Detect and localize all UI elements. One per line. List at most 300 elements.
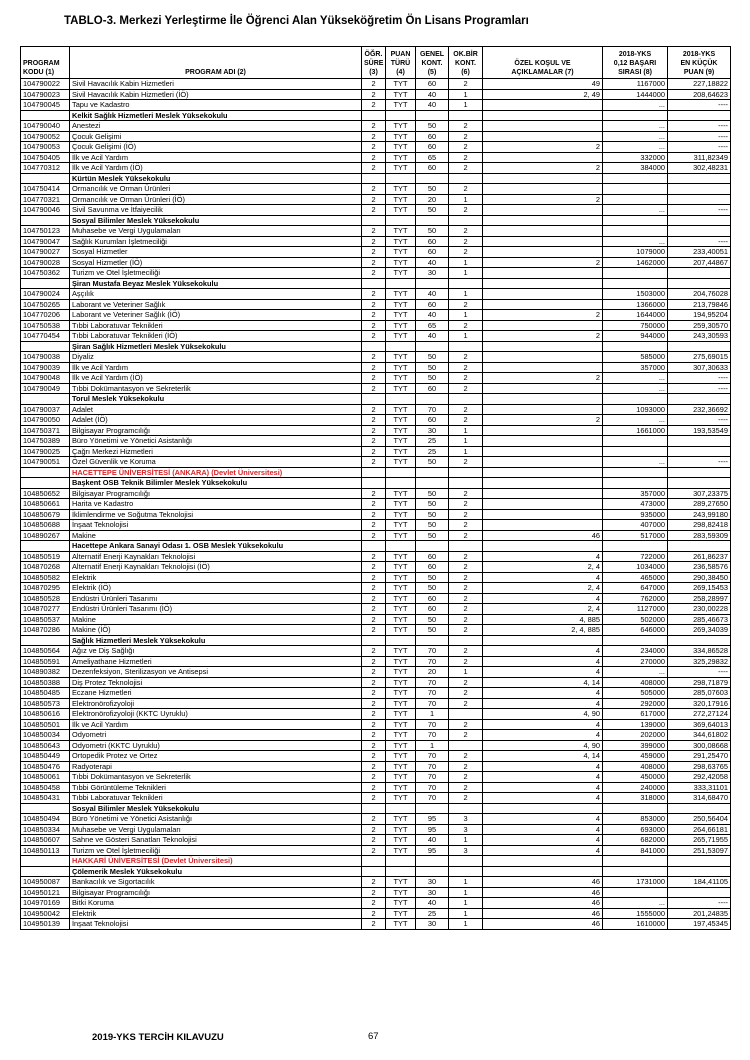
special-conditions-cell bbox=[483, 446, 603, 457]
special-conditions-cell bbox=[483, 362, 603, 373]
header-line: (3) bbox=[369, 69, 378, 76]
table-row bbox=[21, 845, 731, 856]
score-type-cell: TYT bbox=[386, 751, 416, 762]
top-student-quota-cell: 1 bbox=[449, 908, 483, 919]
program-name-cell: Elektronörofizyoloji (KKTC Uyruklu) bbox=[70, 709, 362, 720]
special-conditions-cell bbox=[483, 236, 603, 247]
duration-cell: 2 bbox=[362, 730, 386, 741]
special-conditions-cell: 4 bbox=[483, 656, 603, 667]
header-general-quota bbox=[416, 47, 449, 79]
special-conditions-cell: 2 bbox=[483, 257, 603, 268]
min-score-cell: 184,41105 bbox=[668, 877, 731, 888]
table-row bbox=[21, 688, 731, 699]
program-name-cell: Büro Yönetimi ve Yönetici Asistanlığı bbox=[70, 436, 362, 447]
top-student-quota-cell: 2 bbox=[449, 457, 483, 468]
empty-cell bbox=[386, 856, 416, 867]
score-type-cell: TYT bbox=[386, 520, 416, 531]
program-name-cell: İklimlendirme ve Soğutma Teknolojisi bbox=[70, 509, 362, 520]
special-conditions-cell: 4 bbox=[483, 845, 603, 856]
score-type-cell: TYT bbox=[386, 845, 416, 856]
empty-cell bbox=[449, 635, 483, 646]
min-score-cell: 269,34039 bbox=[668, 625, 731, 636]
empty-code-cell bbox=[21, 856, 70, 867]
min-score-cell: ---- bbox=[668, 383, 731, 394]
special-conditions-cell bbox=[483, 383, 603, 394]
success-rank-cell: 853000 bbox=[603, 814, 668, 825]
general-quota-cell: 40 bbox=[416, 310, 449, 321]
score-type-cell: TYT bbox=[386, 824, 416, 835]
program-code-cell: 104750538 bbox=[21, 320, 70, 331]
special-conditions-cell: 2 bbox=[483, 142, 603, 153]
empty-cell bbox=[386, 803, 416, 814]
empty-code-cell bbox=[21, 215, 70, 226]
top-student-quota-cell bbox=[449, 709, 483, 720]
empty-code-cell bbox=[21, 278, 70, 289]
min-score-cell: 251,53097 bbox=[668, 845, 731, 856]
special-conditions-cell bbox=[483, 226, 603, 237]
min-score-cell: 264,66181 bbox=[668, 824, 731, 835]
duration-cell: 2 bbox=[362, 782, 386, 793]
score-type-cell: TYT bbox=[386, 835, 416, 846]
score-type-cell: TYT bbox=[386, 373, 416, 384]
special-conditions-cell: 2 bbox=[483, 373, 603, 384]
empty-cell bbox=[668, 478, 731, 489]
table-row bbox=[21, 898, 731, 909]
program-code-cell: 104950042 bbox=[21, 908, 70, 919]
top-student-quota-cell: 2 bbox=[449, 646, 483, 657]
table-row bbox=[21, 299, 731, 310]
success-rank-cell: 944000 bbox=[603, 331, 668, 342]
empty-code-cell bbox=[21, 541, 70, 552]
special-conditions-cell bbox=[483, 184, 603, 195]
score-type-cell: TYT bbox=[386, 404, 416, 415]
program-code-cell: 104790024 bbox=[21, 289, 70, 300]
general-quota-cell: 65 bbox=[416, 152, 449, 163]
program-name-cell: Sivil Havacılık Kabin Hizmetleri bbox=[70, 79, 362, 90]
program-name-cell: Makine bbox=[70, 530, 362, 541]
success-rank-cell: 693000 bbox=[603, 824, 668, 835]
special-conditions-cell: 2, 49 bbox=[483, 89, 603, 100]
empty-cell bbox=[362, 215, 386, 226]
min-score-cell: ---- bbox=[668, 121, 731, 132]
success-rank-cell: ... bbox=[603, 131, 668, 142]
score-type-cell: TYT bbox=[386, 740, 416, 751]
special-conditions-cell bbox=[483, 509, 603, 520]
table-row bbox=[21, 79, 731, 90]
success-rank-cell: 1079000 bbox=[603, 247, 668, 258]
min-score-cell: 334,86528 bbox=[668, 646, 731, 657]
program-name-cell: Sahne ve Gösteri Sanatları Teknolojisi bbox=[70, 835, 362, 846]
success-rank-cell: ... bbox=[603, 898, 668, 909]
duration-cell: 2 bbox=[362, 415, 386, 426]
special-conditions-cell bbox=[483, 121, 603, 132]
general-quota-cell: 50 bbox=[416, 614, 449, 625]
page-number: 67 bbox=[368, 1031, 379, 1042]
program-code-cell: 104870295 bbox=[21, 583, 70, 594]
top-student-quota-cell bbox=[449, 740, 483, 751]
general-quota-cell: 70 bbox=[416, 656, 449, 667]
program-code-cell: 104850688 bbox=[21, 520, 70, 531]
min-score-cell: 227,18822 bbox=[668, 79, 731, 90]
top-student-quota-cell: 2 bbox=[449, 320, 483, 331]
table-row bbox=[21, 404, 731, 415]
program-code-cell: 104790040 bbox=[21, 121, 70, 132]
top-student-quota-cell: 1 bbox=[449, 667, 483, 678]
empty-code-cell bbox=[21, 341, 70, 352]
duration-cell: 2 bbox=[362, 194, 386, 205]
top-student-quota-cell: 1 bbox=[449, 310, 483, 321]
score-type-cell: TYT bbox=[386, 761, 416, 772]
empty-cell bbox=[362, 635, 386, 646]
table-row bbox=[21, 194, 731, 205]
empty-cell bbox=[416, 803, 449, 814]
program-code-cell: 104850582 bbox=[21, 572, 70, 583]
header-min-score bbox=[668, 47, 731, 79]
score-type-cell: TYT bbox=[386, 614, 416, 625]
general-quota-cell: 50 bbox=[416, 121, 449, 132]
table-row bbox=[21, 740, 731, 751]
success-rank-cell: 407000 bbox=[603, 520, 668, 531]
special-conditions-cell bbox=[483, 152, 603, 163]
general-quota-cell: 25 bbox=[416, 446, 449, 457]
min-score-cell: 261,86237 bbox=[668, 551, 731, 562]
empty-code-cell bbox=[21, 467, 70, 478]
success-rank-cell: 234000 bbox=[603, 646, 668, 657]
school-name: Hacettepe Ankara Sanayi Odası 1. OSB Meslek Yüksekokulu bbox=[70, 541, 362, 552]
general-quota-cell: 40 bbox=[416, 257, 449, 268]
empty-cell bbox=[416, 866, 449, 877]
general-quota-cell: 40 bbox=[416, 835, 449, 846]
score-type-cell: TYT bbox=[386, 89, 416, 100]
score-type-cell: TYT bbox=[386, 719, 416, 730]
top-student-quota-cell: 1 bbox=[449, 425, 483, 436]
duration-cell: 2 bbox=[362, 772, 386, 783]
program-name-cell: Elektronörofizyoloji bbox=[70, 698, 362, 709]
duration-cell: 2 bbox=[362, 289, 386, 300]
school-name: Çölemerik Meslek Yüksekokulu bbox=[70, 866, 362, 877]
program-code-cell: 104850388 bbox=[21, 677, 70, 688]
duration-cell: 2 bbox=[362, 845, 386, 856]
program-name-cell: Odyometri bbox=[70, 730, 362, 741]
success-rank-cell: 450000 bbox=[603, 772, 668, 783]
score-type-cell: TYT bbox=[386, 677, 416, 688]
top-student-quota-cell: 2 bbox=[449, 793, 483, 804]
score-type-cell: TYT bbox=[386, 121, 416, 132]
program-name-cell: İnşaat Teknolojisi bbox=[70, 919, 362, 930]
program-name-cell: Odyometri (KKTC Uyruklu) bbox=[70, 740, 362, 751]
duration-cell: 2 bbox=[362, 656, 386, 667]
top-student-quota-cell: 2 bbox=[449, 751, 483, 762]
table-row bbox=[21, 509, 731, 520]
general-quota-cell: 50 bbox=[416, 457, 449, 468]
empty-cell bbox=[449, 803, 483, 814]
top-student-quota-cell: 1 bbox=[449, 919, 483, 930]
empty-code-cell bbox=[21, 110, 70, 121]
empty-cell bbox=[668, 341, 731, 352]
duration-cell: 2 bbox=[362, 436, 386, 447]
duration-cell: 2 bbox=[362, 299, 386, 310]
table-row bbox=[21, 436, 731, 447]
general-quota-cell: 60 bbox=[416, 383, 449, 394]
empty-cell bbox=[483, 173, 603, 184]
program-name-cell: Adalet (İÖ) bbox=[70, 415, 362, 426]
table-row bbox=[21, 131, 731, 142]
program-name-cell: Özel Güvenlik ve Koruma bbox=[70, 457, 362, 468]
score-type-cell: TYT bbox=[386, 446, 416, 457]
score-type-cell: TYT bbox=[386, 772, 416, 783]
general-quota-cell: 1 bbox=[416, 740, 449, 751]
program-code-cell: 104850034 bbox=[21, 730, 70, 741]
general-quota-cell: 50 bbox=[416, 509, 449, 520]
score-type-cell: TYT bbox=[386, 730, 416, 741]
header-line: PUAN bbox=[390, 51, 411, 58]
duration-cell: 2 bbox=[362, 373, 386, 384]
header-line: PUAN (9) bbox=[683, 69, 715, 76]
table-row bbox=[21, 572, 731, 583]
table-row bbox=[21, 614, 731, 625]
program-name-cell: Bilgisayar Programcılığı bbox=[70, 488, 362, 499]
table-row bbox=[21, 646, 731, 657]
top-student-quota-cell: 1 bbox=[449, 436, 483, 447]
min-score-cell: 307,23375 bbox=[668, 488, 731, 499]
general-quota-cell: 70 bbox=[416, 772, 449, 783]
program-name-cell: İlk ve Acil Yardım bbox=[70, 719, 362, 730]
program-name-cell: Turizm ve Otel İşletmeciliği bbox=[70, 268, 362, 279]
top-student-quota-cell: 2 bbox=[449, 299, 483, 310]
header-line: 0,12 BAŞARI bbox=[613, 60, 657, 67]
program-code-cell: 104850564 bbox=[21, 646, 70, 657]
success-rank-cell: 1644000 bbox=[603, 310, 668, 321]
score-type-cell: TYT bbox=[386, 142, 416, 153]
program-code-cell: 104790038 bbox=[21, 352, 70, 363]
table-row bbox=[21, 772, 731, 783]
top-student-quota-cell: 2 bbox=[449, 373, 483, 384]
school-name: Şiran Mustafa Beyaz Meslek Yüksekokulu bbox=[70, 278, 362, 289]
score-type-cell: TYT bbox=[386, 593, 416, 604]
success-rank-cell: 647000 bbox=[603, 583, 668, 594]
table-row bbox=[21, 488, 731, 499]
empty-cell bbox=[603, 478, 668, 489]
top-student-quota-cell: 2 bbox=[449, 688, 483, 699]
success-rank-cell: 332000 bbox=[603, 152, 668, 163]
min-score-cell: 320,17916 bbox=[668, 698, 731, 709]
duration-cell: 2 bbox=[362, 709, 386, 720]
duration-cell: 2 bbox=[362, 887, 386, 898]
general-quota-cell: 1 bbox=[416, 709, 449, 720]
empty-cell bbox=[483, 635, 603, 646]
top-student-quota-cell: 3 bbox=[449, 824, 483, 835]
duration-cell: 2 bbox=[362, 257, 386, 268]
program-code-cell: 104790046 bbox=[21, 205, 70, 216]
header-program-name bbox=[70, 47, 362, 79]
empty-cell bbox=[668, 278, 731, 289]
empty-cell bbox=[668, 173, 731, 184]
min-score-cell: ---- bbox=[668, 205, 731, 216]
general-quota-cell: 40 bbox=[416, 89, 449, 100]
general-quota-cell: 70 bbox=[416, 677, 449, 688]
duration-cell: 2 bbox=[362, 320, 386, 331]
score-type-cell: TYT bbox=[386, 887, 416, 898]
program-code-cell: 104890382 bbox=[21, 667, 70, 678]
general-quota-cell: 95 bbox=[416, 814, 449, 825]
top-student-quota-cell: 1 bbox=[449, 268, 483, 279]
top-student-quota-cell: 1 bbox=[449, 835, 483, 846]
min-score-cell: 259,30570 bbox=[668, 320, 731, 331]
general-quota-cell: 50 bbox=[416, 499, 449, 510]
program-code-cell: 104790051 bbox=[21, 457, 70, 468]
general-quota-cell: 60 bbox=[416, 247, 449, 258]
duration-cell: 2 bbox=[362, 142, 386, 153]
program-code-cell: 104750389 bbox=[21, 436, 70, 447]
table-row bbox=[21, 593, 731, 604]
table-row bbox=[21, 373, 731, 384]
score-type-cell: TYT bbox=[386, 152, 416, 163]
special-conditions-cell bbox=[483, 100, 603, 111]
empty-code-cell bbox=[21, 803, 70, 814]
score-type-cell: TYT bbox=[386, 562, 416, 573]
table-row bbox=[21, 656, 731, 667]
success-rank-cell: 1366000 bbox=[603, 299, 668, 310]
duration-cell: 2 bbox=[362, 719, 386, 730]
program-name-cell: İnşaat Teknolojisi bbox=[70, 520, 362, 531]
table-row bbox=[21, 425, 731, 436]
school-name: Sosyal Bilimler Meslek Yüksekokulu bbox=[70, 215, 362, 226]
empty-cell bbox=[449, 467, 483, 478]
min-score-cell: 292,42058 bbox=[668, 772, 731, 783]
program-name-cell: İlk ve Acil Yardım (İÖ) bbox=[70, 373, 362, 384]
min-score-cell: 289,27650 bbox=[668, 499, 731, 510]
general-quota-cell: 70 bbox=[416, 688, 449, 699]
empty-cell bbox=[416, 635, 449, 646]
duration-cell: 2 bbox=[362, 835, 386, 846]
top-student-quota-cell: 2 bbox=[449, 530, 483, 541]
score-type-cell: TYT bbox=[386, 583, 416, 594]
general-quota-cell: 60 bbox=[416, 163, 449, 174]
header-line: (6) bbox=[461, 69, 470, 76]
special-conditions-cell: 4 bbox=[483, 551, 603, 562]
score-type-cell: TYT bbox=[386, 782, 416, 793]
score-type-cell: TYT bbox=[386, 814, 416, 825]
general-quota-cell: 60 bbox=[416, 604, 449, 615]
program-code-cell: 104850334 bbox=[21, 824, 70, 835]
success-rank-cell: 240000 bbox=[603, 782, 668, 793]
success-rank-cell: 646000 bbox=[603, 625, 668, 636]
top-student-quota-cell: 2 bbox=[449, 184, 483, 195]
success-rank-cell: 1731000 bbox=[603, 877, 668, 888]
empty-code-cell bbox=[21, 173, 70, 184]
special-conditions-cell: 4 bbox=[483, 835, 603, 846]
score-type-cell: TYT bbox=[386, 268, 416, 279]
program-name-cell: Makine bbox=[70, 614, 362, 625]
header-score-type bbox=[386, 47, 416, 79]
special-conditions-cell bbox=[483, 247, 603, 258]
top-student-quota-cell: 2 bbox=[449, 520, 483, 531]
min-score-cell: 250,56404 bbox=[668, 814, 731, 825]
top-student-quota-cell: 2 bbox=[449, 604, 483, 615]
program-code-cell: 104850537 bbox=[21, 614, 70, 625]
success-rank-cell: 1555000 bbox=[603, 908, 668, 919]
success-rank-cell: 585000 bbox=[603, 352, 668, 363]
program-code-cell: 104750371 bbox=[21, 425, 70, 436]
score-type-cell: TYT bbox=[386, 425, 416, 436]
program-code-cell: 104790049 bbox=[21, 383, 70, 394]
general-quota-cell: 25 bbox=[416, 908, 449, 919]
duration-cell: 2 bbox=[362, 152, 386, 163]
top-student-quota-cell: 1 bbox=[449, 100, 483, 111]
duration-cell: 2 bbox=[362, 404, 386, 415]
min-score-cell: 236,58576 bbox=[668, 562, 731, 573]
empty-cell bbox=[668, 803, 731, 814]
top-student-quota-cell: 2 bbox=[449, 583, 483, 594]
duration-cell: 2 bbox=[362, 509, 386, 520]
score-type-cell: TYT bbox=[386, 352, 416, 363]
program-code-cell: 104850113 bbox=[21, 845, 70, 856]
program-code-cell: 104850519 bbox=[21, 551, 70, 562]
school-heading-row bbox=[21, 215, 731, 226]
min-score-cell: 207,44867 bbox=[668, 257, 731, 268]
min-score-cell: ---- bbox=[668, 457, 731, 468]
empty-cell bbox=[449, 110, 483, 121]
duration-cell: 2 bbox=[362, 593, 386, 604]
program-name-cell: Tıbbi Dokümantasyon ve Sekreterlik bbox=[70, 772, 362, 783]
special-conditions-cell bbox=[483, 268, 603, 279]
empty-cell bbox=[668, 467, 731, 478]
general-quota-cell: 95 bbox=[416, 824, 449, 835]
score-type-cell: TYT bbox=[386, 656, 416, 667]
school-heading-row bbox=[21, 394, 731, 405]
empty-cell bbox=[668, 110, 731, 121]
success-rank-cell: ... bbox=[603, 373, 668, 384]
program-code-cell: 104750362 bbox=[21, 268, 70, 279]
min-score-cell: 243,99180 bbox=[668, 509, 731, 520]
empty-code-cell bbox=[21, 394, 70, 405]
min-score-cell: 232,36692 bbox=[668, 404, 731, 415]
top-student-quota-cell: 2 bbox=[449, 761, 483, 772]
duration-cell: 2 bbox=[362, 814, 386, 825]
program-name-cell: Diş Protez Teknolojisi bbox=[70, 677, 362, 688]
min-score-cell: 311,82349 bbox=[668, 152, 731, 163]
header-line: (5) bbox=[427, 69, 437, 76]
empty-cell bbox=[416, 541, 449, 552]
table-row bbox=[21, 835, 731, 846]
top-student-quota-cell: 2 bbox=[449, 79, 483, 90]
duration-cell: 2 bbox=[362, 551, 386, 562]
top-student-quota-cell: 2 bbox=[449, 352, 483, 363]
score-type-cell: TYT bbox=[386, 415, 416, 426]
general-quota-cell: 40 bbox=[416, 898, 449, 909]
header-line: SIRASI (8) bbox=[618, 69, 652, 76]
success-rank-cell bbox=[603, 887, 668, 898]
table-row bbox=[21, 205, 731, 216]
top-student-quota-cell: 2 bbox=[449, 572, 483, 583]
top-student-quota-cell: 2 bbox=[449, 226, 483, 237]
special-conditions-cell: 2, 4, 885 bbox=[483, 625, 603, 636]
success-rank-cell: 465000 bbox=[603, 572, 668, 583]
duration-cell: 2 bbox=[362, 761, 386, 772]
program-name-cell: Aşçılık bbox=[70, 289, 362, 300]
min-score-cell: 213,79846 bbox=[668, 299, 731, 310]
duration-cell: 2 bbox=[362, 583, 386, 594]
special-conditions-cell: 2, 4 bbox=[483, 583, 603, 594]
program-name-cell: İlk ve Acil Yardım bbox=[70, 152, 362, 163]
program-code-cell: 104790047 bbox=[21, 236, 70, 247]
program-code-cell: 104850652 bbox=[21, 488, 70, 499]
program-code-cell: 104790045 bbox=[21, 100, 70, 111]
success-rank-cell: 1610000 bbox=[603, 919, 668, 930]
empty-cell bbox=[416, 856, 449, 867]
min-score-cell bbox=[668, 268, 731, 279]
empty-cell bbox=[603, 341, 668, 352]
